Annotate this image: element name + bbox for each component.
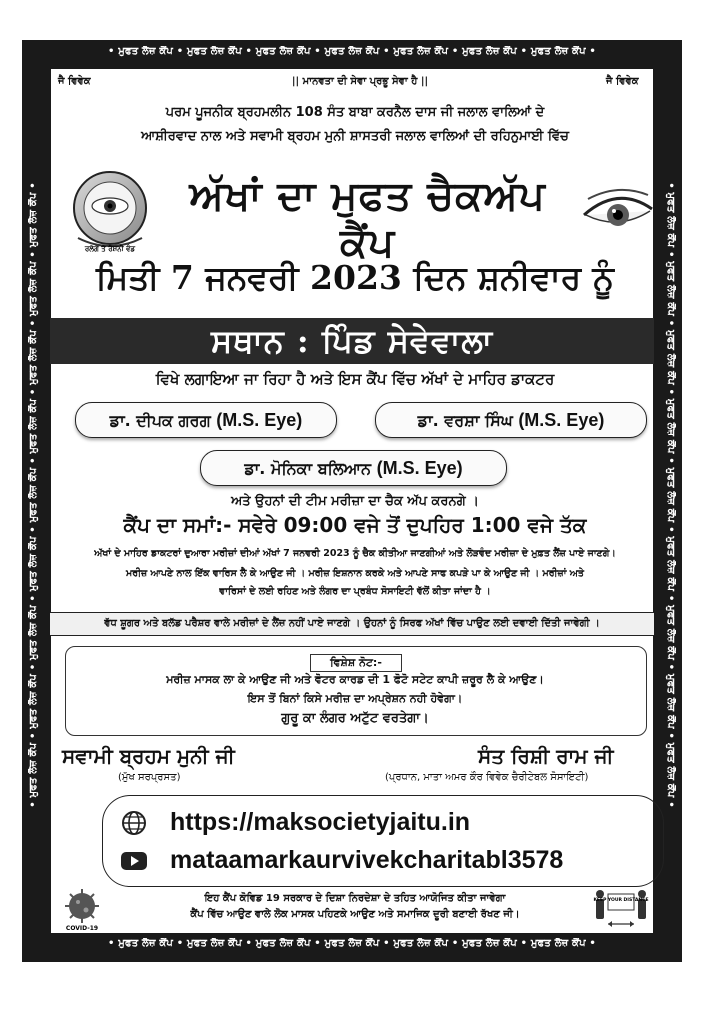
border-text-top: • ਮੁਫਤ ਲੈਜ਼ ਕੈਂਪ • ਮੁਫਤ ਲੈਜ਼ ਕੈਂਪ • ਮੁਫਤ ਲੈਜ਼ ਕੈਂਪ • ਮੁਫਤ ਲੈਜ਼ ਕੈਂਪ • ਮੁਫਤ ਲੈਜ਼ ਕੈਂਪ • ਮੁਫਤ ਲੈਜ਼ ਕੈਂਪ • ਮੁਫਤ ਲੈਜ਼ ਕੈਂਪ • <box>107 46 597 57</box>
langar-notice: ਗੁਰੂ ਕਾ ਲੰਗਰ ਅਟੁੱਟ ਵਰਤੇਗਾ। <box>281 711 429 726</box>
distance-label: KEEP YOUR DISTANCE <box>593 898 649 903</box>
eye-illustration <box>580 185 656 235</box>
doctor-degree: (M.S. Eye) <box>216 410 303 430</box>
website-row[interactable] <box>120 808 470 837</box>
youtube-icon <box>120 847 148 875</box>
doctor-pill-1 <box>75 402 337 438</box>
doctor-name: ਡਾ. ਵਰਸ਼ਾ ਸਿੰਘ <box>417 411 513 430</box>
special-note-line-2: ਇਸ ਤੋਂ ਬਿਨਾਂ ਕਿਸੇ ਮਰੀਜ਼ ਦਾ ਅਪ੍ਰੇਸ਼ਨ ਨਹੀ ਹੋਵੇਗਾ। <box>247 692 463 705</box>
blessing-line-1: ਪਰਮ ਪੂਜਨੀਕ ਬ੍ਰਹਮਲੀਨ 108 ਸੰਤ ਬਾਬਾ ਕਰਨੈਲ ਦਾਸ ਜੀ ਜਲਾਲ ਵਾਲਿਆਂ ਦੇ <box>165 105 545 120</box>
doctor-pill-3 <box>200 450 507 486</box>
covid-virus-icon <box>54 888 110 932</box>
globe-icon <box>120 809 148 837</box>
team-text: ਅਤੇ ਉਹਨਾਂ ਦੀ ਟੀਮ ਮਰੀਜ਼ਾ ਦਾ ਚੈਕ ਅੱਪ ਕਰਨਗੇ । <box>231 494 479 509</box>
covid-notice-line-1: ਇਹ ਕੈਂਪ ਕੋਵਿਡ 19 ਸਰਕਾਰ ਦੇ ਦਿਸ਼ਾ ਨਿਰਦੇਸ਼ਾ ਦੇ ਤਹਿਤ ਆਯੋਜਿਤ ਕੀਤਾ ਜਾਵੇਗਾ <box>204 893 506 904</box>
patron-name-2: ਸੰਤ ਰਿਸ਼ੀ ਰਾਮ ਜੀ <box>478 744 614 768</box>
venue-banner: ਸਥਾਨ : ਪਿੰਡ ਸੇਵੇਵਾਲਾ <box>50 318 654 364</box>
special-note-heading: ਵਿਸ਼ੇਸ਼ ਨੋਟ:- <box>310 654 402 672</box>
camp-timing: ਕੈਂਪ ਦਾ ਸਮਾਂ:- ਸਵੇਰੇ 09:00 ਵਜੇ ਤੋਂ ਦੁਪਹਿਰ 1:00 ਵਜੇ ਤੱਕ <box>123 513 587 537</box>
border-text-right: • ਮੁਫਤ ਲੈਜ਼ ਕੈਂਪ • ਮੁਫਤ ਲੈਜ਼ ਕੈਂਪ • ਮੁਫਤ ਲੈਜ਼ ਕੈਂਪ • ਮੁਫਤ ਲੈਜ਼ ਕੈਂਪ • ਮੁਫਤ ਲੈਜ਼ ਕੈਂਪ • ਮੁਫਤ ਲੈਜ਼ ਕੈਂਪ • ਮੁਫਤ ਲੈਜ਼ ਕੈਂਪ • ਮੁਫਤ ਲੈਜ਼ ਕੈਂਪ • ਮੁਫਤ ਲੈਜ਼ ਕੈਂਪ • <box>665 182 676 808</box>
info-line-3: ਵਾਰਿਸਾਂ ਦੇ ਲਈ ਰਹਿਣ ਅਤੇ ਲੰਗਰ ਦਾ ਪ੍ਰਬੰਧ ਸੋਸਾਇਟੀ ਵੱਲੋਂ ਕੀਤਾ ਜਾਂਦਾ ਹੈ । <box>219 586 491 597</box>
patron-name-1: ਸਵਾਮੀ ਬ੍ਰਹਮ ਮੁਨੀ ਜੀ <box>62 744 235 768</box>
doctor-name: ਡਾ. ਦੀਪਕ ਗਰਗ <box>109 411 211 430</box>
doctor-pill-2 <box>375 402 647 438</box>
blessing-line-2: ਆਸ਼ੀਰਵਾਦ ਨਾਲ ਅਤੇ ਸਵਾਮੀ ਬ੍ਰਹਮ ਮੁਨੀ ਸ਼ਾਸਤਰੀ ਜਲਾਲ ਵਾਲਿਆਂ ਦੀ ਰਹਿਨੁਮਾਈ ਵਿੱਚ <box>141 129 569 144</box>
patron-role-1: (ਮੁੱਖ ਸਰਪ੍ਰਸਤ) <box>118 772 181 783</box>
intro-text: ਵਿਖੇ ਲਗਾਇਆ ਜਾ ਰਿਹਾ ਹੈ ਅਤੇ ਇਸ ਕੈਂਪ ਵਿੱਚ ਅੱਖਾਂ ਦੇ ਮਾਹਿਰ ਡਾਕਟਰ <box>155 370 555 388</box>
youtube-channel[interactable]: mataamarkaurvivekcharitabl3578 <box>170 846 564 874</box>
border-text-left: • ਮੁਫਤ ਲੈਜ਼ ਕੈਂਪ • ਮੁਫਤ ਲੈਜ਼ ਕੈਂਪ • ਮੁਫਤ ਲੈਜ਼ ਕੈਂਪ • ਮੁਫਤ ਲੈਜ਼ ਕੈਂਪ • ਮੁਫਤ ਲੈਜ਼ ਕੈਂਪ • ਮੁਫਤ ਲੈਜ਼ ਕੈਂਪ • ਮੁਫਤ ਲੈਜ਼ ਕੈਂਪ • ਮੁਫਤ ਲੈਜ਼ ਕੈਂਪ • ਮੁਫਤ ਲੈਜ਼ ਕੈਂਪ • <box>28 182 39 808</box>
covid-label: COVID-19 <box>65 925 99 932</box>
warning-banner: ਵੱਧ ਸ਼ੂਗਰ ਅਤੇ ਬਲੱਡ ਪਰੈਸ਼ਰ ਵਾਲੇ ਮਰੀਜ਼ਾਂ ਦੇ ਲੈਂਜ਼ ਨਹੀਂ ਪਾਏ ਜਾਣਗੇ । ਉਹਨਾਂ ਨੂੰ ਸਿਰਫ ਅੱਖਾਂ ਵਿੱਚ ਪਾਉਣ ਲਈ ਦਵਾਈ ਦਿੱਤੀ ਜਾਵੇਗੀ । <box>50 612 654 636</box>
doctor-degree: (M.S. Eye) <box>518 410 605 430</box>
info-line-2: ਮਰੀਜ਼ ਆਪਣੇ ਨਾਲ ਇੱਕ ਵਾਰਿਸ ਲੈ ਕੇ ਆਉਣ ਜੀ । ਮਰੀਜ਼ ਇਸ਼ਨਾਨ ਕਰਕੇ ਅਤੇ ਆਪਣੇ ਸਾਫ ਕਪੜੇ ਪਾ ਕੇ ਆਉਣ ਜੀ । ਮਰੀਜ਼ਾਂ ਅਤੇ <box>126 568 584 579</box>
youtube-row[interactable] <box>120 846 563 875</box>
special-note-line-1: ਮਰੀਜ਼ ਮਾਸਕ ਲਾ ਕੇ ਆਉਣ ਜੀ ਅਤੇ ਵੋਟਰ ਕਾਰਡ ਦੀ 1 ਫੋਟੋ ਸਟੇਟ ਕਾਪੀ ਜ਼ਰੂਰ ਲੈ ਕੇ ਆਉਣ। <box>166 673 544 686</box>
website-link[interactable]: https://maksocietyjaitu.in <box>170 808 471 836</box>
patron-role-2: (ਪ੍ਰਧਾਨ, ਮਾਤਾ ਅਮਰ ਕੌਰ ਵਿਵੇਕ ਚੈਰੀਟੇਬਲ ਸੋਸਾਇਟੀ) <box>385 772 589 783</box>
jai-vivek-right: ਜੈ ਵਿਵੇਕ <box>606 76 639 87</box>
logo-caption: ਰਲੇਗੇ ਤੇ ਰੋਸ਼ਨੀ ਵੰਡ <box>84 245 136 253</box>
social-distance-icon <box>590 888 652 932</box>
jai-vivek-left: ਜੈ ਵਿਵੇਕ <box>58 76 91 87</box>
border-text-bottom: • ਮੁਫਤ ਲੈਜ਼ ਕੈਂਪ • ਮੁਫਤ ਲੈਜ਼ ਕੈਂਪ • ਮੁਫਤ ਲੈਜ਼ ਕੈਂਪ • ਮੁਫਤ ਲੈਜ਼ ਕੈਂਪ • ਮੁਫਤ ਲੈਜ਼ ਕੈਂਪ • ਮੁਫਤ ਲੈਜ਼ ਕੈਂਪ • ਮੁਫਤ ਲੈਜ਼ ਕੈਂਪ • <box>107 938 597 949</box>
covid-notice-line-2: ਕੈਂਪ ਵਿੱਚ ਆਉਣ ਵਾਲੇ ਲੋਕ ਮਾਸਕ ਪਹਿਣਕੇ ਆਉਣ ਅਤੇ ਸਮਾਜਿਕ ਦੂਰੀ ਬਣਾਈ ਰੱਖਣ ਜੀ। <box>190 909 520 920</box>
doctor-name: ਡਾ. ਮੋਨਿਕਾ ਬਲਿਆਨ <box>244 459 372 478</box>
doctor-degree: (M.S. Eye) <box>376 458 463 478</box>
society-logo <box>58 168 162 256</box>
motto: || ਮਾਨਵਤਾ ਦੀ ਸੇਵਾ ਪ੍ਰਭੂ ਸੇਵਾ ਹੈ || <box>291 76 429 87</box>
info-line-1: ਅੱਖਾਂ ਦੇ ਮਾਹਿਰ ਡਾਕਟਰਾਂ ਦੁਆਰਾ ਮਰੀਜ਼ਾਂ ਦੀਆਂ ਅੱਖਾਂ 7 ਜਨਵਰੀ 2023 ਨੂੰ ਚੈਕ ਕੀਤੀਆ ਜਾਣਗੀਆਂ ਅਤੇ ਲੋੜਵੰਦ ਮਰੀਜ਼ਾ ਦੇ ਮੁਫ਼ਤ ਲੈਂਜ਼ ਪਾਏ ਜਾਣਗੇ। <box>94 548 616 559</box>
camp-date: ਮਿਤੀ 7 ਜਨਵਰੀ 2023 ਦਿਨ ਸ਼ਨੀਵਾਰ ਨੂੰ <box>96 258 614 297</box>
camp-title: ਅੱਖਾਂ ਦਾ ਮੁਫਤ ਚੈਕਅੱਪ ਕੈਂਪ <box>189 172 546 266</box>
